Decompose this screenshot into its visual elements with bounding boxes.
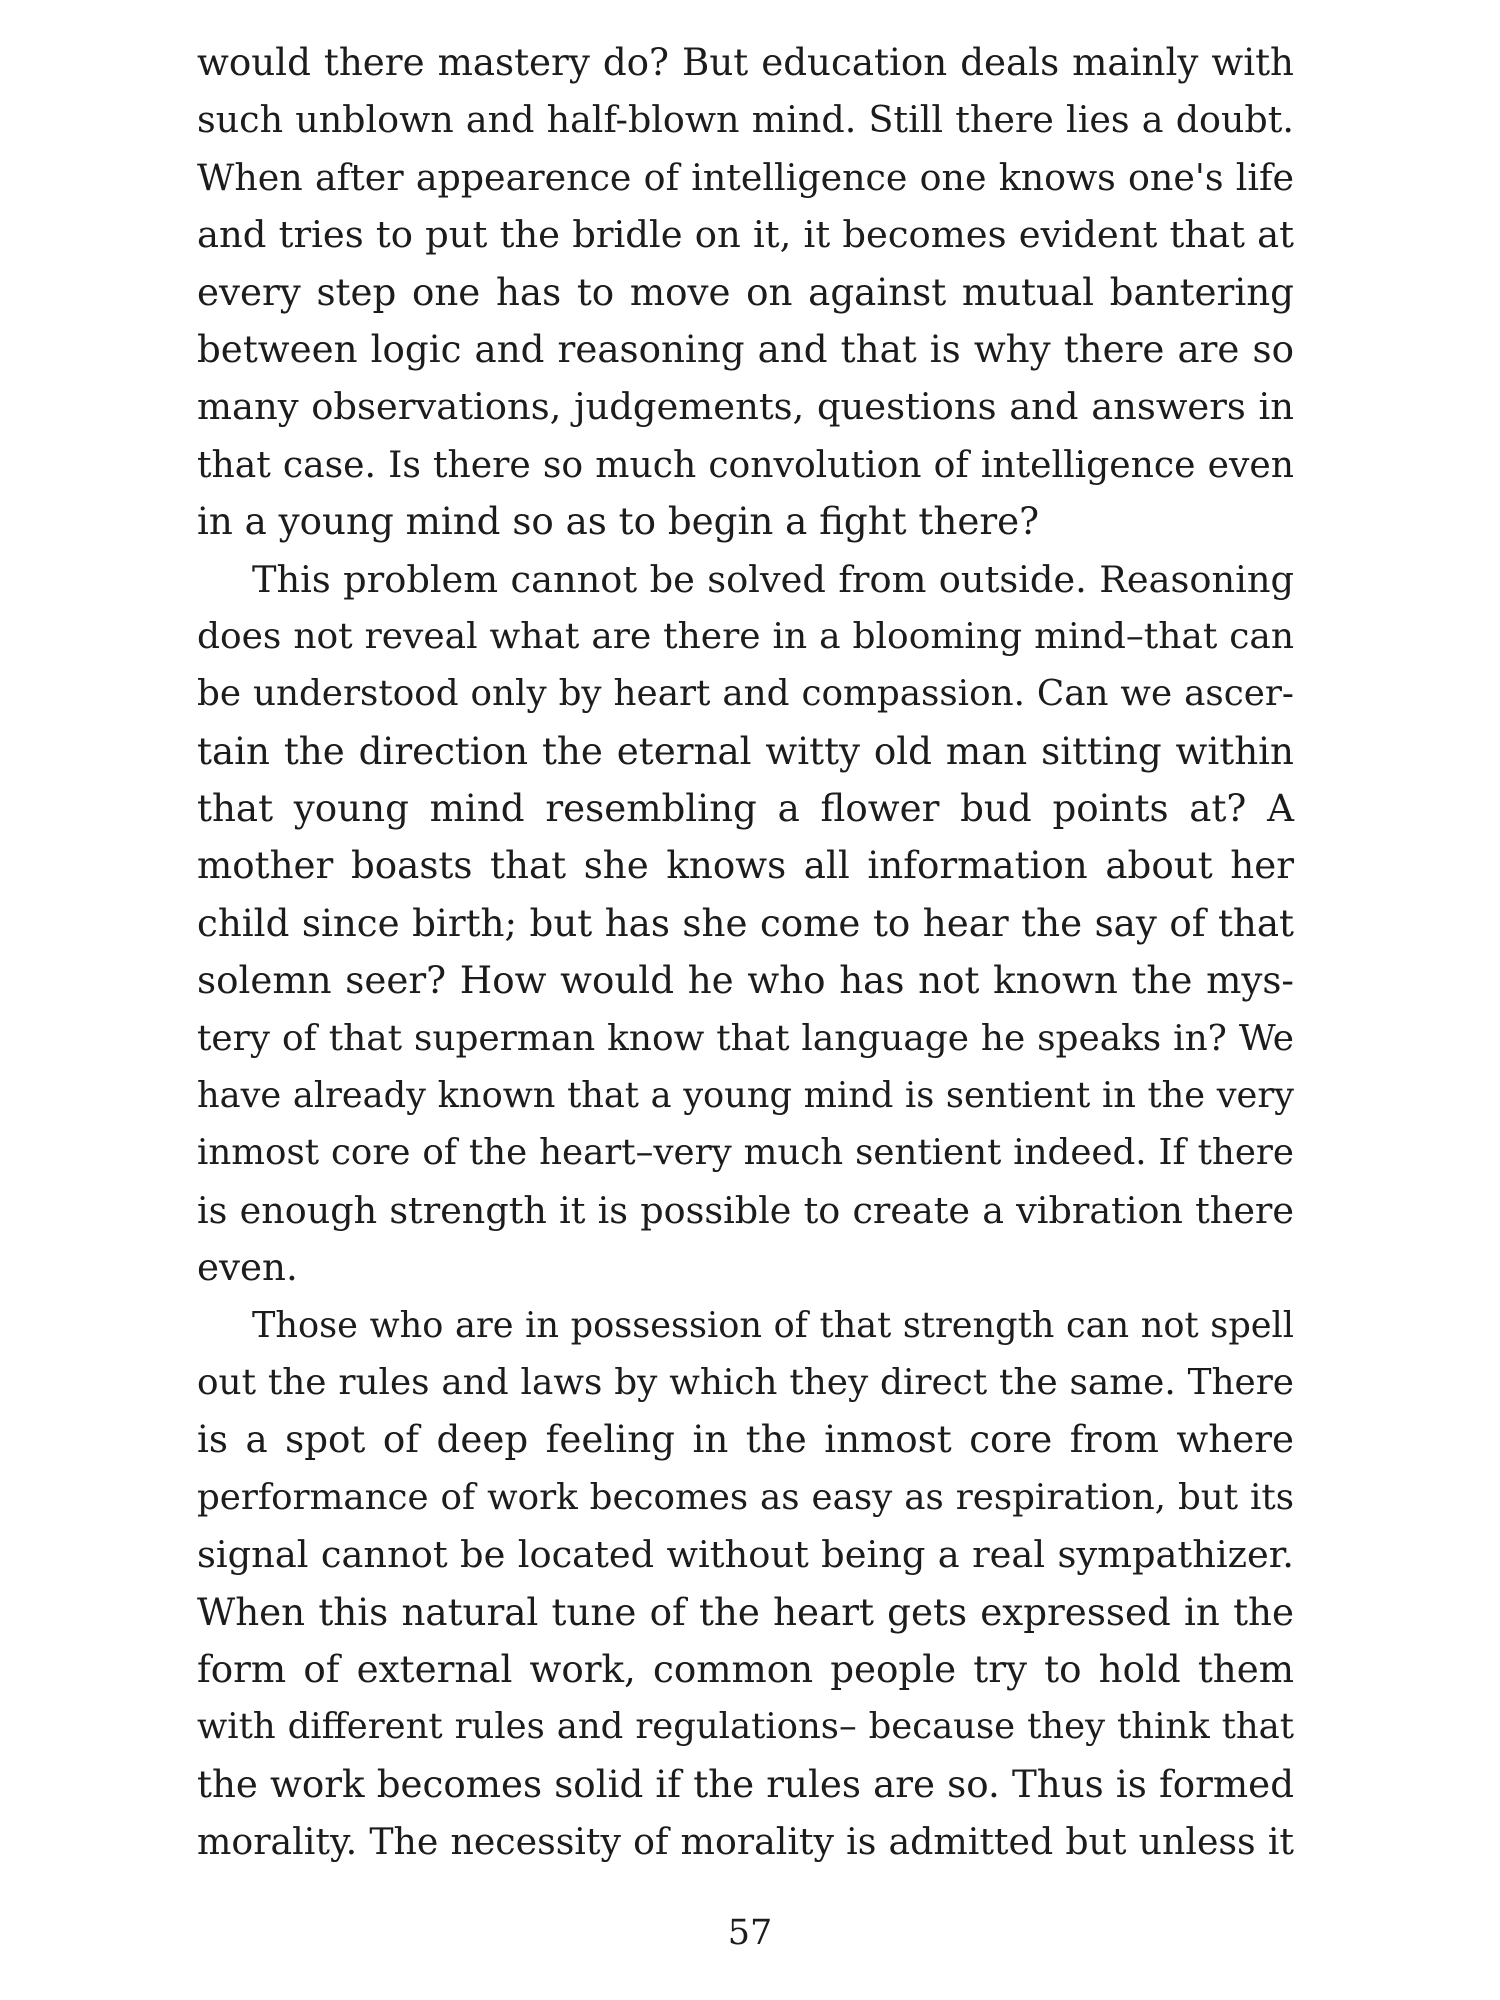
text-line: tain the direction the eternal witty old man sitting within xyxy=(197,728,1294,773)
text-line: be understood only by heart and compassion. Can we ascer- xyxy=(197,673,1294,715)
text-line: solemn seer? How would he who has not known the mys- xyxy=(197,958,1294,1003)
text-line: that young mind resembling a flower bud points at? A xyxy=(197,786,1294,831)
text-line: would there mastery do? But education deals mainly with xyxy=(197,40,1294,84)
text-line: signal cannot be located without being a real sympathizer. xyxy=(197,1533,1294,1577)
text-line: form of external work, common people try to hold them xyxy=(197,1646,1294,1691)
text-line: every step one has to move on against mutual bantering xyxy=(197,269,1294,314)
text-line: This problem cannot be solved from outside. Reasoning xyxy=(252,557,1294,601)
text-line: that case. Is there so much convolution of intelligence even xyxy=(197,442,1294,486)
text-line: have already known that a young mind is sentient in the very xyxy=(197,1075,1294,1117)
text-line: When this natural tune of the heart gets expressed in the xyxy=(197,1589,1294,1634)
text-line: between logic and reasoning and that is why there are so xyxy=(197,326,1294,371)
text-line: does not reveal what are there in a blooming mind–that can xyxy=(197,615,1294,657)
text-line: morality. The necessity of morality is admitted but unless it xyxy=(197,1820,1294,1864)
text-line: with different rules and regulations– because they think that xyxy=(197,1706,1294,1748)
text-line: mother boasts that she knows all information about her xyxy=(197,843,1294,888)
text-line: is enough strength it is possible to create a vibration there xyxy=(197,1188,1294,1232)
text-line: even. xyxy=(197,1245,298,1290)
text-line: When after appearence of intelligence one knows one's life xyxy=(197,155,1294,199)
text-line: the work becomes solid if the rules are so. Thus is formed xyxy=(197,1761,1294,1806)
page-number: 57 xyxy=(727,1913,773,1953)
text-line: in a young mind so as to begin a fight there? xyxy=(197,499,1040,544)
text-line: inmost core of the heart–very much sentient indeed. If there xyxy=(197,1132,1294,1174)
text-line: is a spot of deep feeling in the inmost core from where xyxy=(197,1417,1294,1462)
text-line: and tries to put the bridle on it, it becomes evident that at xyxy=(197,213,1294,257)
text-line: such unblown and half-blown mind. Still there lies a doubt. xyxy=(197,98,1294,142)
text-line: out the rules and laws by which they direct the same. There xyxy=(197,1361,1294,1403)
text-line: child since birth; but has she come to hear the say of that xyxy=(197,900,1294,945)
text-line: tery of that superman know that language he speaks in? We xyxy=(197,1017,1294,1059)
text-line: many observations, judgements, questions and answers in xyxy=(197,385,1294,429)
body-text xyxy=(197,34,1294,1871)
text-line: Those who are in possession of that strength can not spell xyxy=(252,1304,1294,1346)
text-line: performance of work becomes as easy as respiration, but its xyxy=(197,1476,1294,1518)
